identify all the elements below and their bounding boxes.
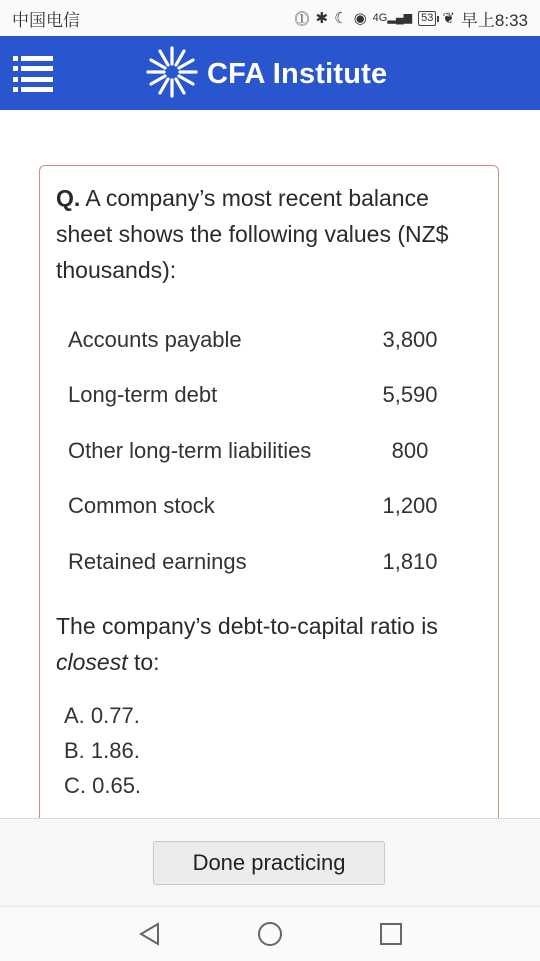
hd-call-icon: ⓵ — [294, 10, 310, 28]
status-icons — [295, 6, 528, 31]
hamburger-menu-icon[interactable] — [13, 56, 53, 92]
system-nav-bar — [0, 906, 540, 961]
status-bar — [0, 0, 540, 36]
stem-start: The company’s debt-to-capital ratio is — [56, 613, 438, 639]
answer-option-b[interactable]: B. 1.86. — [64, 738, 140, 763]
footer-panel — [0, 818, 540, 907]
row-label: Accounts payable — [68, 326, 242, 352]
table-row — [68, 479, 468, 535]
network-type-label: 4G — [372, 11, 388, 24]
answer-options — [64, 698, 464, 803]
balance-sheet-table — [68, 312, 468, 590]
table-row — [68, 312, 468, 368]
table-row — [68, 368, 468, 424]
row-value: 1,200 — [382, 493, 438, 519]
done-practicing-button[interactable]: Done practicing — [153, 841, 385, 885]
question-text — [56, 180, 486, 288]
cfa-starburst-logo-icon — [145, 45, 199, 104]
carrier-label: 中国电信 — [12, 10, 80, 30]
bluetooth-icon: ✱ — [315, 10, 329, 27]
clock: 早上8:33 — [460, 10, 528, 30]
stem-emphasis: closest — [56, 649, 128, 675]
answer-option-a[interactable]: A. 0.77. — [64, 703, 140, 728]
table-row — [68, 534, 468, 590]
brand — [145, 48, 387, 100]
signal-icon: 4G▂▄▆ — [372, 11, 413, 24]
row-value: 800 — [391, 437, 429, 463]
table-row — [68, 423, 468, 479]
question-body: A company’s most recent balance sheet shows the following values (NZ$ thousands): — [56, 185, 449, 283]
row-label: Long-term debt — [68, 382, 218, 408]
answer-option-c[interactable]: C. 0.65. — [64, 773, 142, 798]
back-triangle-icon[interactable] — [137, 921, 163, 952]
row-value: 5,590 — [382, 382, 438, 408]
recent-apps-square-icon[interactable] — [378, 921, 404, 952]
question-stem — [56, 608, 486, 680]
do-not-disturb-icon: ☾ — [334, 10, 348, 27]
app-header — [0, 36, 540, 110]
row-label: Common stock — [68, 493, 215, 519]
battery-level: 53 — [421, 11, 434, 24]
question-card — [39, 165, 499, 825]
eye-comfort-icon: ◉ — [353, 10, 367, 27]
home-circle-icon[interactable] — [256, 920, 284, 953]
leaf-icon: ❦ — [442, 10, 455, 27]
question-prefix: Q. — [56, 185, 81, 211]
row-label: Retained earnings — [68, 548, 247, 574]
battery-icon — [418, 11, 436, 26]
brand-name: CFA Institute — [207, 57, 388, 90]
stem-end: to: — [127, 649, 160, 675]
row-value: 1,810 — [382, 548, 438, 574]
row-label: Other long-term liabilities — [68, 437, 312, 463]
row-value: 3,800 — [382, 326, 438, 352]
